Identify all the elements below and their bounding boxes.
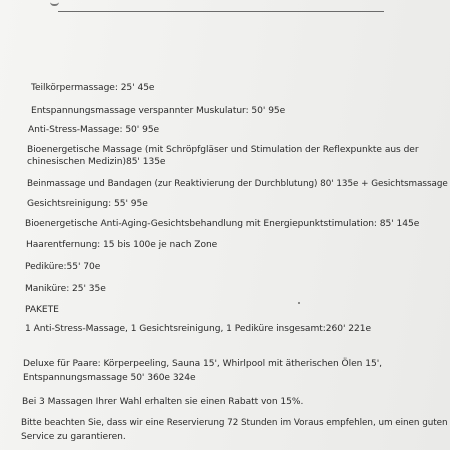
section-heading-pakete: PAKETE bbox=[25, 305, 59, 315]
price-line-entspannungsmassage: Entspannungsmassage verspannter Muskulatur: 50' 95e bbox=[31, 106, 286, 116]
price-line-pedikuere: Pediküre:55' 70e bbox=[25, 262, 101, 272]
price-line-anti-stress: Anti-Stress-Massage: 50' 95e bbox=[28, 125, 160, 135]
price-line-beinmassage: Beinmassage und Bandagen (zur Reaktivierung der Durchblutung) 80' 135e + Gesichtsmassage bbox=[27, 179, 448, 189]
package-line-deluxe: Deluxe für Paare: Körperpeeling, Sauna 15', Whirlpool mit ätherischen Ölen 15', bbox=[23, 359, 382, 369]
price-line-bioenergetische-massage-cont: chinesischen Medizin)85' 135e bbox=[27, 157, 166, 167]
price-line-anti-aging: Bioenergetische Anti-Aging-Gesichtsbehandlung mit Energiepunktstimulation: 85' 145e bbox=[25, 219, 420, 229]
package-line-deluxe-cont: Entspannungsmassage 50' 360e 324e bbox=[23, 373, 196, 383]
discount-line: Bei 3 Massagen Ihrer Wahl erhalten sie einen Rabatt von 15%. bbox=[22, 397, 304, 407]
price-line-teilkoerpermassage: Teilkörpermassage: 25' 45e bbox=[31, 83, 155, 93]
price-line-manikuere: Maniküre: 25' 35e bbox=[25, 284, 106, 294]
reservation-note: Bitte beachten Sie, dass wir eine Reservierung 72 Stunden im Voraus empfehlen, um einen guten bbox=[21, 418, 448, 428]
top-mark bbox=[50, 0, 59, 6]
package-line-anti-stress: 1 Anti-Stress-Massage, 1 Gesichtsreinigung, 1 Pediküre insgesamt:260' 221e bbox=[25, 324, 372, 334]
stray-dot bbox=[298, 302, 300, 304]
reservation-note-cont: Service zu garantieren. bbox=[21, 432, 126, 442]
top-rule bbox=[58, 11, 384, 12]
price-line-haarentfernung: Haarentfernung: 15 bis 100e je nach Zone bbox=[26, 240, 218, 250]
price-line-bioenergetische-massage: Bioenergetische Massage (mit Schröpfgläser und Stimulation der Reflexpunkte aus der bbox=[27, 145, 419, 155]
price-line-gesichtsreinigung: Gesichtsreinigung: 55' 95e bbox=[27, 199, 148, 209]
